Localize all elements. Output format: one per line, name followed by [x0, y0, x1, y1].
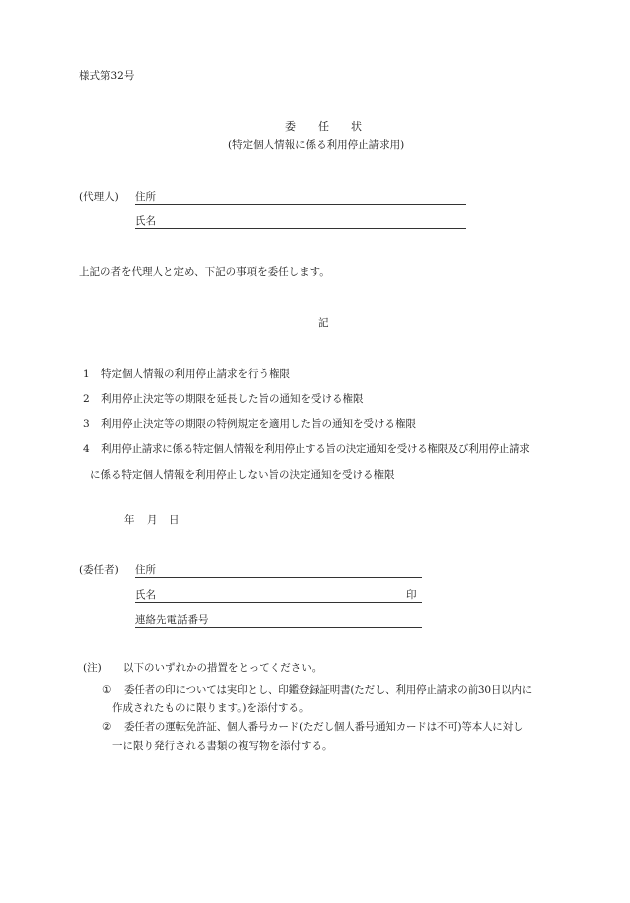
item-1-number: 1: [83, 368, 90, 380]
title-char-2: 任: [318, 120, 329, 133]
agent-name-label: 氏名: [135, 215, 156, 227]
title-char-3: 状: [351, 120, 362, 133]
note-1-line-1: 委任者の印については実印とし、印鑑登録証明書(ただし、利用停止請求の前30日以内に: [124, 684, 533, 696]
note-2-line-1: 委任者の運転免許証、個人番号カード(ただし個人番号通知カードは不可)等本人に対し: [124, 721, 524, 733]
statement: 上記の者を代理人と定め、下記の事項を委任します。: [79, 266, 330, 278]
seal-mark: 印: [406, 589, 417, 601]
note-2-line-2: 一に限り発行される書類の複写物を添付する。: [112, 740, 333, 752]
subtitle: (特定個人情報に係る利用停止請求用): [228, 139, 405, 151]
principal-name-label: 氏名: [135, 589, 156, 601]
ki-heading: 記: [318, 317, 329, 329]
principal-name-line: [135, 602, 422, 603]
principal-address-line: [135, 577, 422, 578]
item-4-continuation: に係る特定個人情報を利用停止しない旨の決定通知を受ける権限: [90, 469, 395, 481]
principal-phone-line: [135, 627, 422, 628]
principal-label: (委任者): [79, 564, 119, 576]
item-3-number: 3: [83, 418, 90, 430]
item-2-number: 2: [83, 393, 90, 405]
date-month: 月: [147, 514, 158, 526]
form-number: 様式第32号: [79, 70, 135, 82]
item-4-text: 利用停止請求に係る特定個人情報を利用停止する旨の決定通知を受ける権限及び利用停止請求: [101, 443, 530, 455]
agent-address-line: [135, 204, 466, 205]
item-4-number: 4: [83, 443, 90, 455]
item-2-text: 利用停止決定等の期限を延長した旨の通知を受ける権限: [101, 393, 364, 405]
agent-name-line: [135, 228, 466, 229]
item-1-text: 特定個人情報の利用停止請求を行う権限: [101, 368, 290, 380]
principal-phone-label: 連絡先電話番号: [135, 614, 209, 626]
agent-label: (代理人): [79, 191, 119, 203]
notes-intro: 以下のいずれかの措置をとってください。: [123, 662, 323, 674]
item-3-text: 利用停止決定等の期限の特例規定を適用した旨の通知を受ける権限: [101, 418, 416, 430]
notes-label: (注): [83, 662, 102, 674]
note-1-line-2: 作成されたものに限ります。)を添付する。: [112, 702, 310, 714]
note-2-mark: ②: [102, 721, 112, 733]
note-1-mark: ①: [102, 684, 112, 696]
title-char-1: 委: [285, 120, 296, 133]
agent-address-label: 住所: [135, 191, 156, 203]
date-day: 日: [169, 514, 180, 526]
principal-address-label: 住所: [135, 564, 156, 576]
date-year: 年: [124, 514, 135, 526]
